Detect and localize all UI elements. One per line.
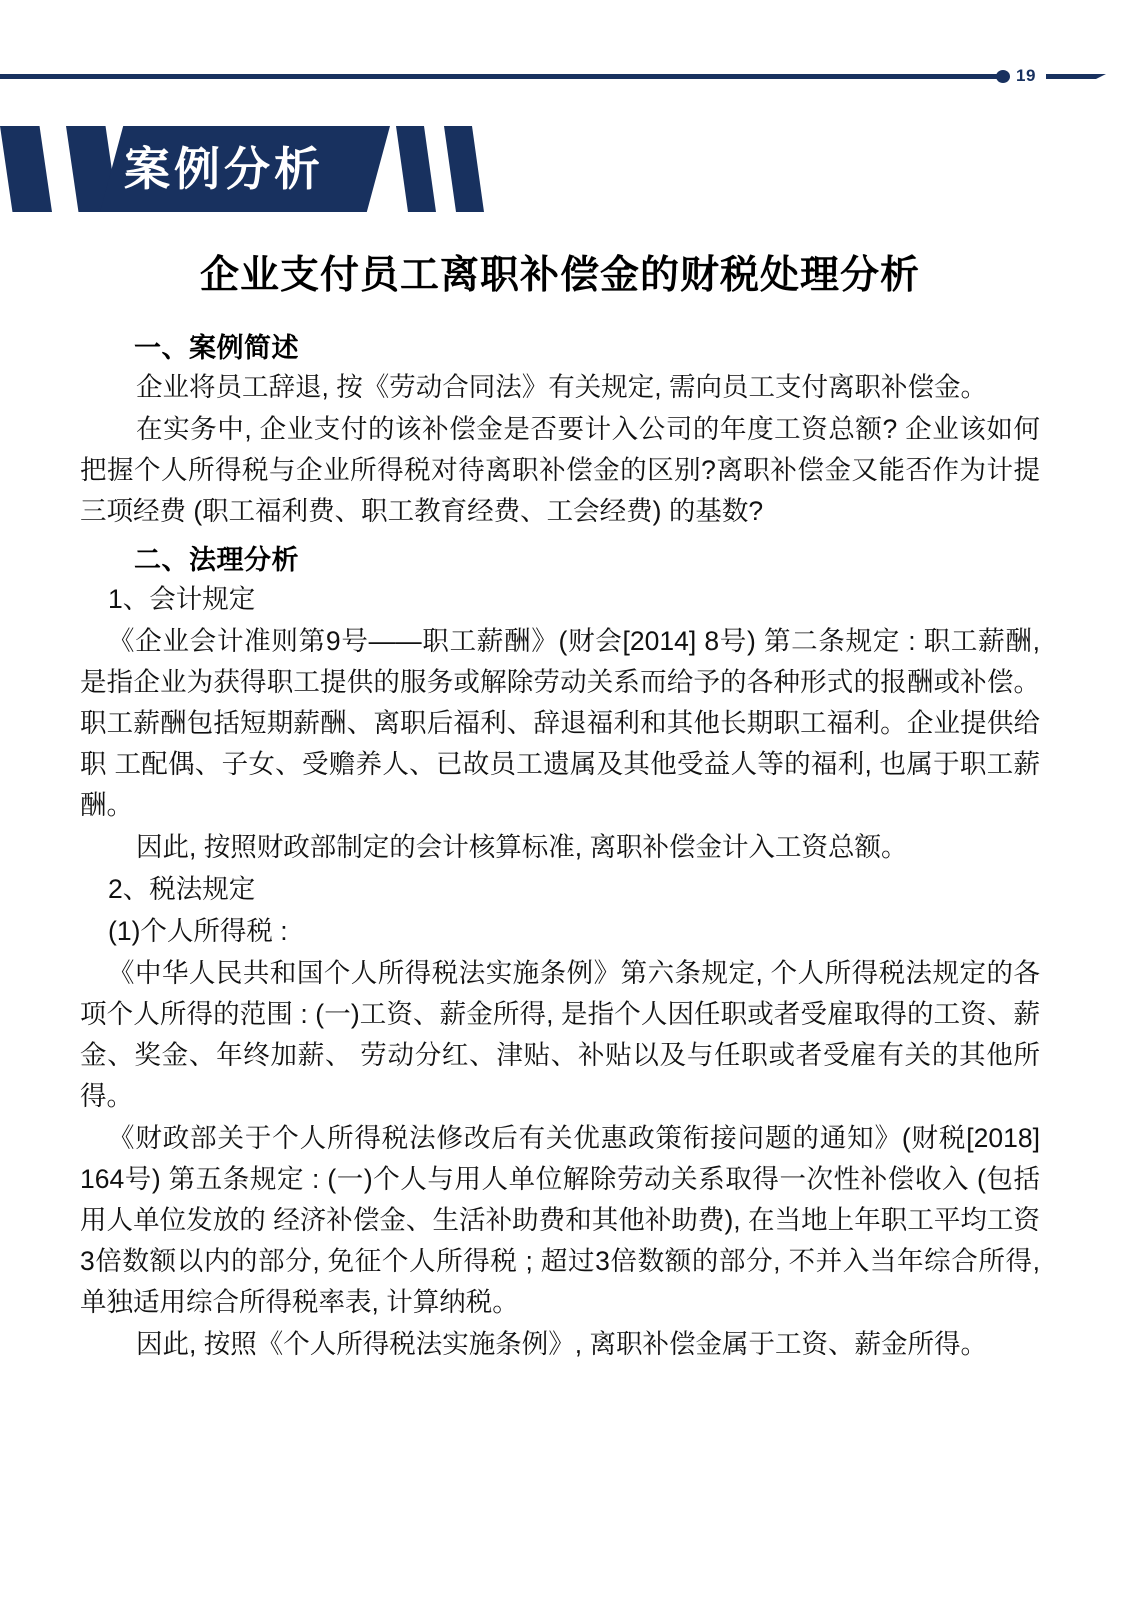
paragraph-5: 因此, 按照财政部制定的会计核算标准, 离职补偿金计入工资总额。 bbox=[136, 832, 908, 862]
page-header-bar bbox=[0, 66, 1131, 86]
paragraph-9: 《财政部关于个人所得税法修改后有关优惠政策衔接问题的通知》(财税[2018] 164号) 第五条规定 : (一)个人与用人单位解除劳动关系取得一次性补偿收入 (包括用人单位发放的 经济补偿金、生活补助费和其他补助费), 在当地上年职工平均工资3倍数额以内的部分, 免征个人所得税 ; 超过3倍数额的部分, 不并入当年综合所得, 单独适用综合所得税率表, 计算纳税。 bbox=[80, 1123, 1040, 1317]
banner-chevron-right-2-icon bbox=[444, 126, 484, 212]
section-heading-1: 一、案例简述 bbox=[134, 333, 299, 363]
banner-chevron-left-1-icon bbox=[0, 126, 52, 212]
header-rule-left bbox=[0, 74, 1000, 79]
paragraph-4: 《企业会计准则第9号——职工薪酬》(财会[2014] 8号) 第二条规定 : 职工薪酬, 是指企业为获得职工提供的服务或解除劳动关系而给予的各种形式的报酬或补偿。职工薪酬包括短期薪酬、离职后福利、辞退福利和其他长期职工福利。企业提供给职 工配偶、子女、受赡养人、已故员工遗属及其他受益人等的福利, 也属于职工薪酬。 bbox=[80, 626, 1040, 820]
banner-chevron-right-1-icon bbox=[396, 126, 436, 212]
paragraph-8: 《中华人民共和国个人所得税法实施条例》第六条规定, 个人所得税法规定的各项个人所得的范围 : (一)工资、薪金所得, 是指个人因任职或者受雇取得的工资、薪金、奖金、年终加薪、 劳动分红、津贴、补贴以及与任职或者受雇有关的其他所得。 bbox=[80, 958, 1040, 1111]
header-rule-right-tip bbox=[1096, 74, 1106, 79]
article bbox=[80, 244, 1040, 1366]
paragraph-1: 企业将员工辞退, 按《劳动合同法》有关规定, 需向员工支付离职补偿金。 bbox=[136, 372, 987, 402]
paragraph-6: 2、税法规定 bbox=[108, 874, 256, 904]
header-dot-icon bbox=[996, 70, 1010, 83]
section-banner bbox=[0, 126, 500, 212]
page-title: 企业支付员工离职补偿金的财税处理分析 bbox=[199, 254, 920, 297]
banner-label: 案例分析 bbox=[124, 143, 324, 195]
paragraph-10: 因此, 按照《个人所得税法实施条例》, 离职补偿金属于工资、薪金所得。 bbox=[136, 1329, 987, 1359]
paragraph-7: (1)个人所得税 : bbox=[108, 916, 288, 946]
page-number: 19 bbox=[1016, 66, 1036, 85]
section-heading-2: 二、法理分析 bbox=[134, 545, 299, 575]
paragraph-3: 1、会计规定 bbox=[108, 584, 256, 614]
header-rule-right bbox=[1046, 74, 1096, 79]
paragraph-2: 在实务中, 企业支付的该补偿金是否要计入公司的年度工资总额? 企业该如何把握个人所得税与企业所得税对待离职补偿金的区别?离职补偿金又能否作为计提三项经费 (职工福利费、职工教育经费、工会经费) 的基数? bbox=[80, 414, 1040, 526]
